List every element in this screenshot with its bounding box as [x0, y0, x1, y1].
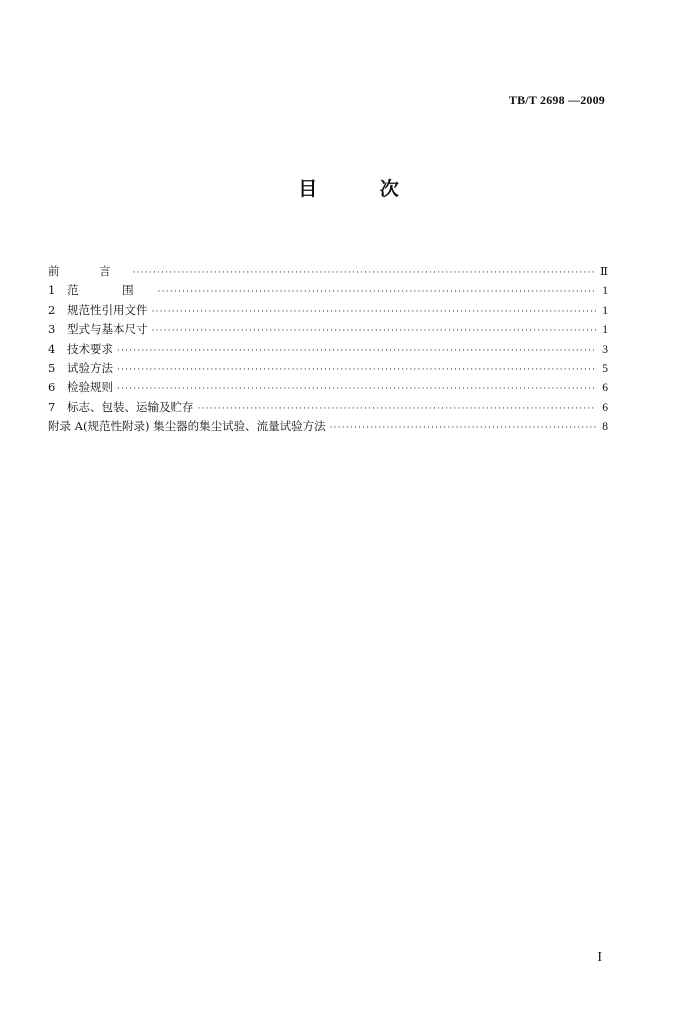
- toc-entry-page: 1: [602, 285, 608, 298]
- toc-entry-number: 2: [48, 302, 56, 317]
- toc-leader-dots: [117, 361, 596, 380]
- toc-entry-annex-a[interactable]: [48, 417, 608, 436]
- toc-leader-dots: [117, 342, 596, 361]
- toc-entry-page: 8: [602, 421, 608, 434]
- toc-entry-test-methods[interactable]: [48, 359, 608, 378]
- toc-entry-page: 6: [602, 382, 608, 395]
- toc-entry-page: 1: [602, 304, 608, 317]
- toc-entry-label: 附录 A(规范性附录) 集尘器的集尘试验、流量试验方法: [48, 419, 326, 434]
- toc-entry-foreword[interactable]: [48, 262, 608, 281]
- toc-entry-page: 1: [602, 324, 608, 337]
- toc-entry-number: 6: [48, 380, 56, 395]
- toc-entry-types-dimensions[interactable]: [48, 320, 608, 339]
- toc-entry-label: 技术要求: [67, 341, 113, 356]
- toc-entry-label: 检验规则: [67, 380, 113, 395]
- toc-entry-label: 型式与基本尺寸: [67, 322, 148, 337]
- toc-entry-number: 1: [48, 283, 56, 298]
- toc-entry-marking-packaging[interactable]: [48, 398, 608, 417]
- toc-entry-label: 标志、包装、运输及贮存: [67, 399, 194, 414]
- page-title: 目 次: [298, 178, 427, 200]
- toc-entry-page: Ⅱ: [600, 266, 608, 278]
- toc-leader-dots: [152, 322, 597, 341]
- toc-entry-inspection-rules[interactable]: [48, 378, 608, 397]
- toc-entry-scope[interactable]: [48, 281, 608, 300]
- toc-entry-number: 5: [48, 360, 56, 375]
- toc-entry-normative-references[interactable]: [48, 301, 608, 320]
- toc-entry-label: 试验方法: [67, 360, 113, 375]
- toc-entry-label: 前 言: [48, 264, 129, 278]
- toc-leader-dots: [133, 264, 596, 283]
- toc-leader-dots: [330, 419, 596, 438]
- toc-leader-dots: [152, 303, 597, 322]
- toc-entry-number: 3: [48, 322, 56, 337]
- toc-entry-number: 4: [48, 341, 56, 356]
- toc-entry-label: 规范性引用文件: [67, 302, 148, 317]
- toc-entry-number: 7: [48, 399, 56, 414]
- table-of-contents: [48, 262, 608, 437]
- toc-entry-page: 5: [602, 362, 608, 375]
- toc-entry-page: 6: [602, 401, 608, 414]
- page-number: I: [597, 950, 602, 965]
- toc-entry-technical-requirements[interactable]: [48, 340, 608, 359]
- toc-entry-page: 3: [602, 343, 608, 356]
- toc-leader-dots: [158, 283, 596, 302]
- standard-code: TB/T 2698 —2009: [508, 93, 605, 107]
- toc-entry-label: 范 围: [67, 283, 154, 298]
